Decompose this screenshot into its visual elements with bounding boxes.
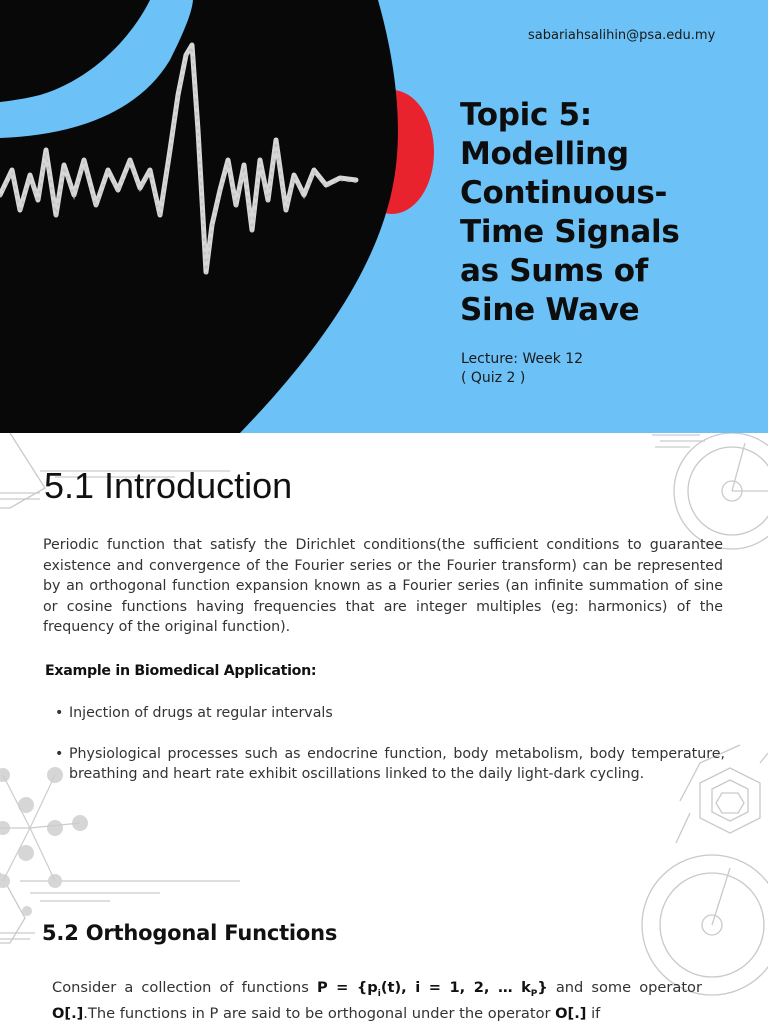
- quiz-note: ( Quiz 2 ): [461, 370, 526, 386]
- bullet-icon: •: [55, 705, 64, 721]
- para-text: Consider a collection of functions: [52, 979, 317, 996]
- title-line: Modelling: [460, 136, 629, 172]
- section-heading-orthogonal: 5.2 Orthogonal Functions: [42, 921, 338, 945]
- title-line: as Sums of: [460, 253, 648, 289]
- author-email: sabariahsalihin@psa.edu.my: [528, 28, 716, 43]
- list-item-text: Physiological processes such as endocrine function, body metabolism, body temperature, breathing and heart rate exhibit oscillations linked to the daily light-dark cycling.: [69, 745, 725, 782]
- lecture-info: [461, 350, 583, 388]
- orthogonal-paragraph: [52, 978, 702, 1025]
- operator-symbol: O[.]: [555, 1005, 587, 1023]
- para-text: .The functions in P are said to be orthogonal under the operator: [83, 1005, 556, 1023]
- title-line: Continuous-: [460, 175, 668, 211]
- title-line: Topic 5:: [460, 97, 592, 133]
- cover-banner: [0, 0, 768, 433]
- para-text: if: [586, 1005, 601, 1023]
- section-heading-introduction: 5.1 Introduction: [44, 465, 293, 506]
- bullet-icon: •: [55, 745, 64, 762]
- introduction-paragraph: Periodic function that satisfy the Dirichlet conditions(the sufficient conditions to guarantee existence and convergence of the Fourier series or the Fourier transform) can be represented by an orthogonal function expansion known as a Fourier series (an infinite summation of sine or cosine functions having frequencies that are integer multiples (eg: harmonics) of the frequency of the original function).: [43, 537, 723, 635]
- subscript-i: i: [377, 988, 381, 999]
- operator-symbol: O[.]: [52, 1005, 84, 1023]
- para-text: and some operator: [547, 979, 702, 996]
- bracket-shape: [0, 433, 45, 508]
- expr-part: (t), i = 1, 2, … k: [380, 979, 531, 996]
- expr-part: P = {p: [316, 979, 378, 996]
- set-expression: [316, 979, 548, 999]
- list-item-text: Injection of drugs at regular intervals: [69, 705, 333, 721]
- lecture-week: Lecture: Week 12: [461, 351, 584, 367]
- list-item: [55, 744, 725, 785]
- title-line: Time Signals: [460, 214, 680, 250]
- title-line: Sine Wave: [460, 292, 640, 328]
- list-item: [55, 703, 725, 724]
- subscript-p: P: [530, 988, 538, 999]
- example-list: [55, 703, 725, 805]
- topic-title: [460, 96, 760, 330]
- expr-part: }: [537, 979, 548, 996]
- example-heading: Example in Biomedical Application:: [45, 663, 317, 679]
